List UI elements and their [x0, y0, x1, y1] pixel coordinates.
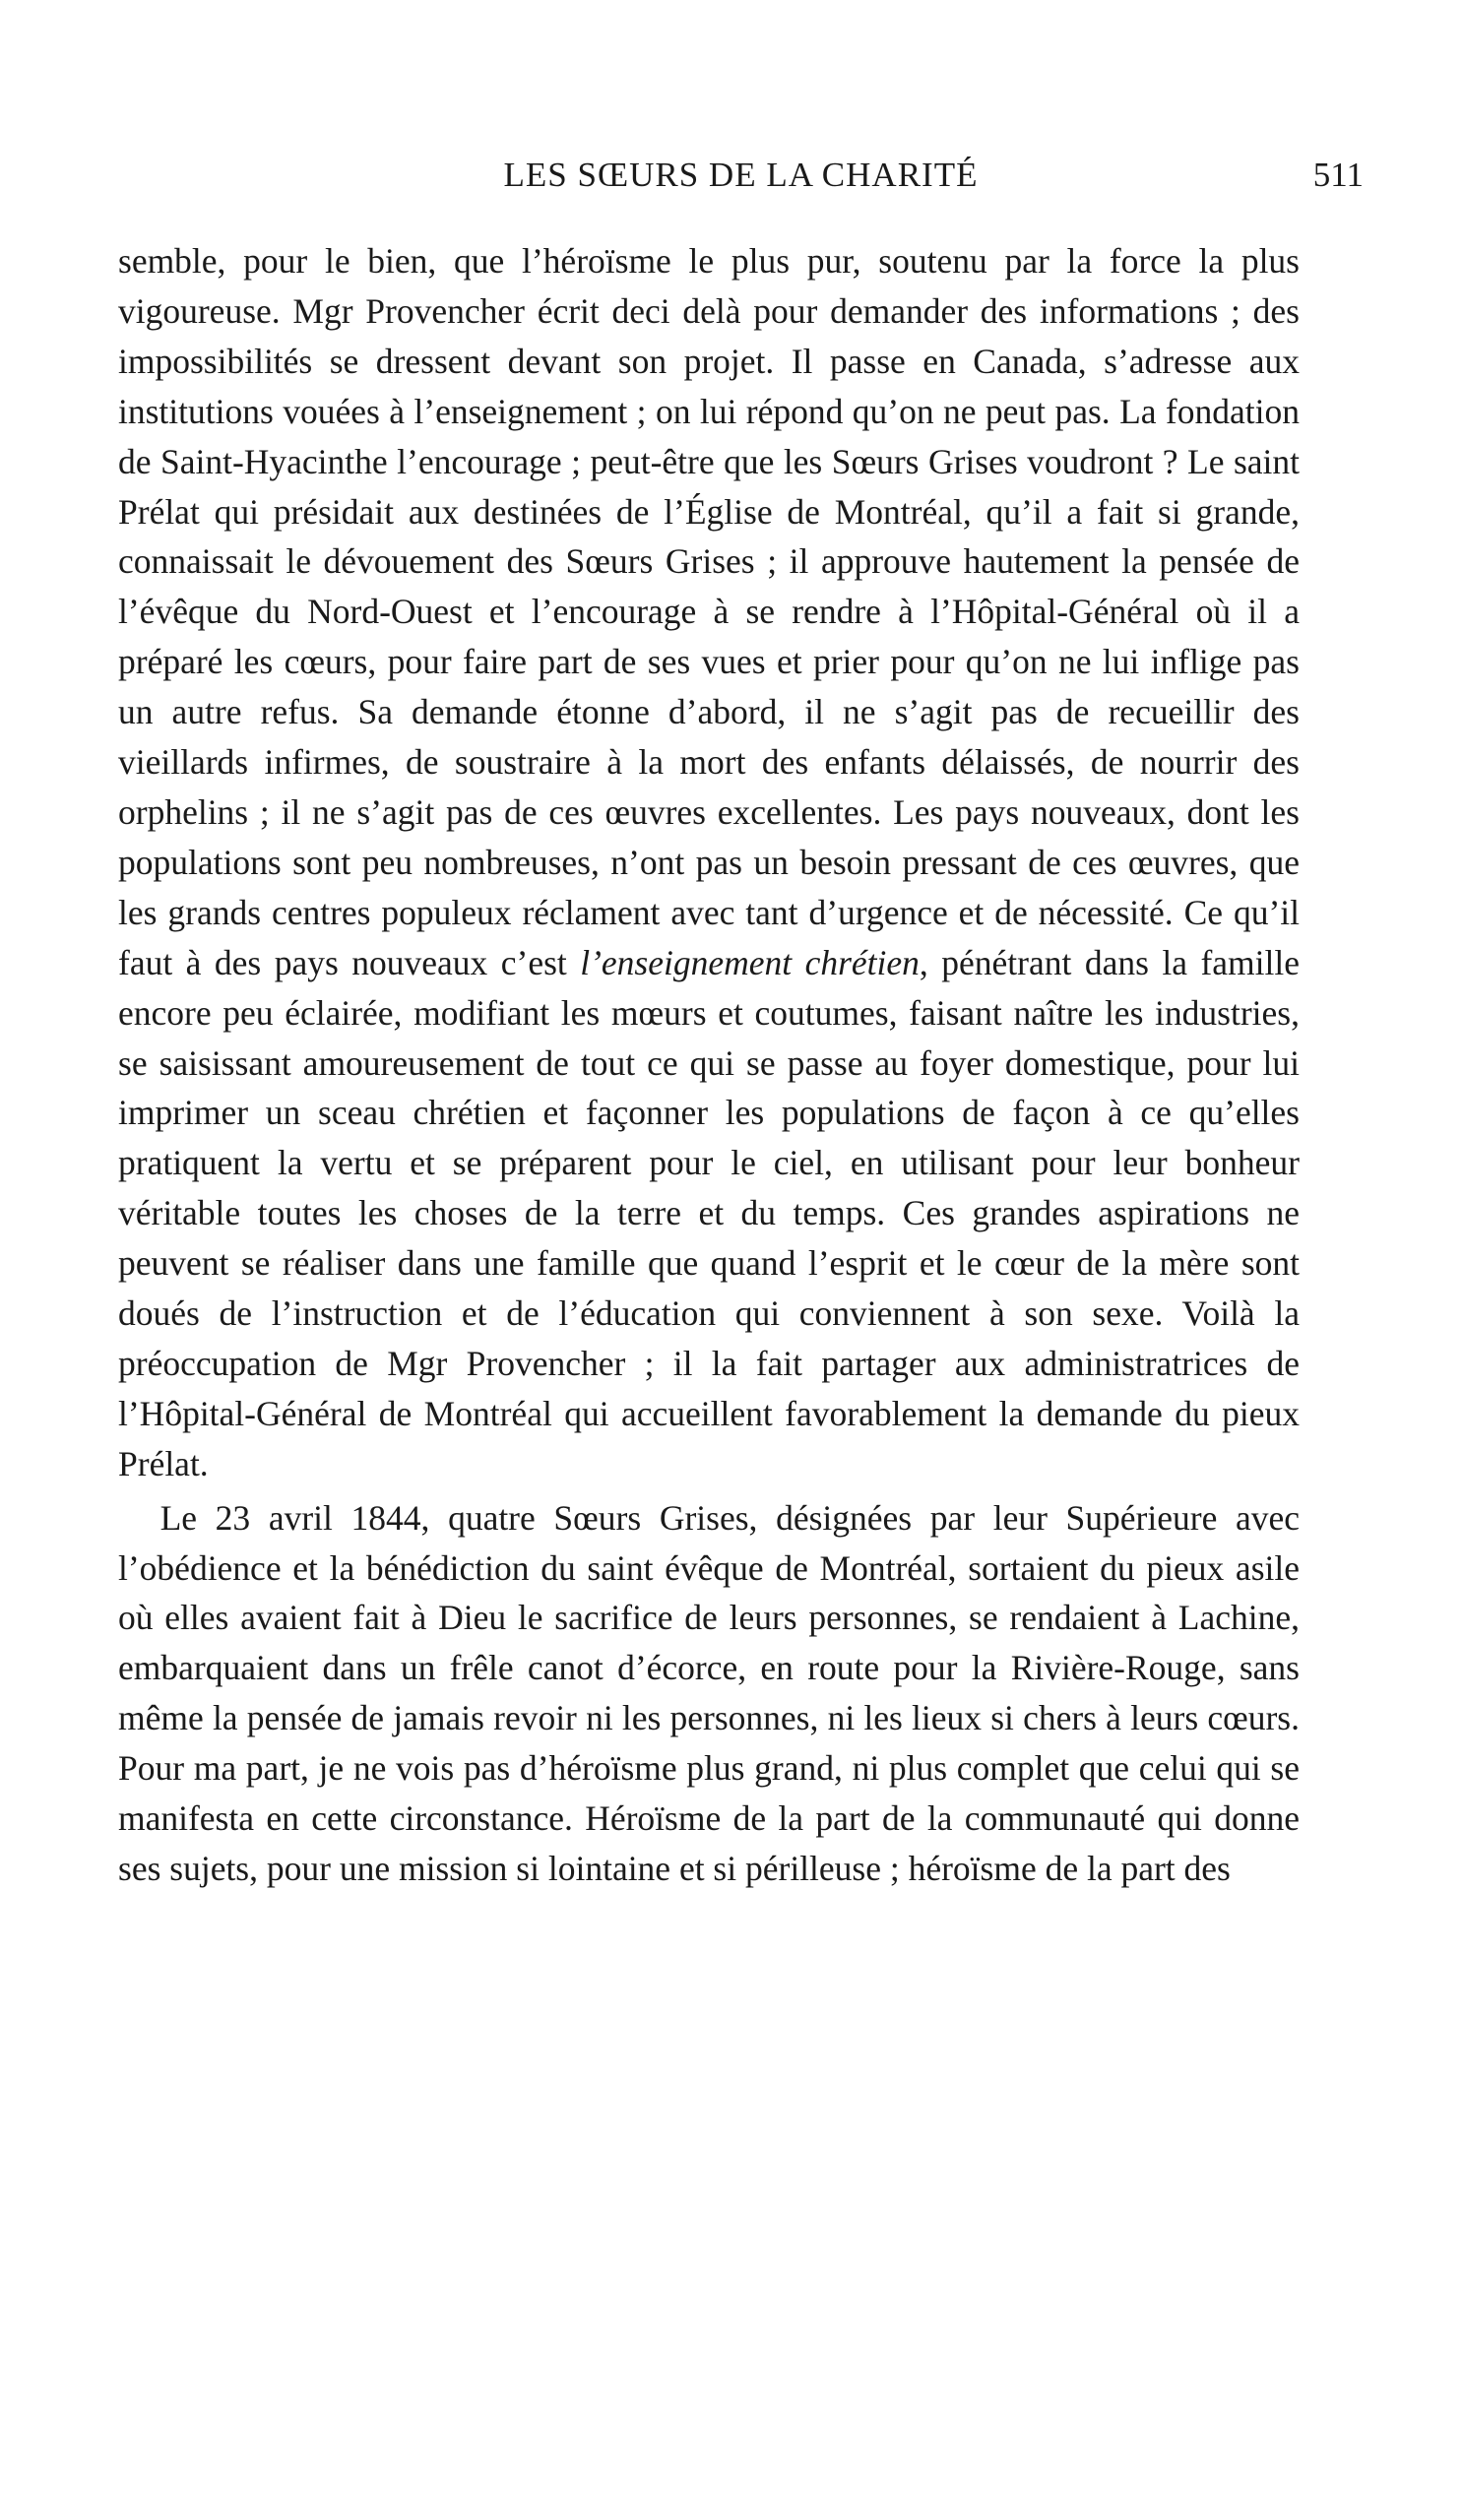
running-title: LES SŒURS DE LA CHARITÉ: [503, 156, 979, 194]
paragraph-1-italic-phrase: l’enseignement chrétien: [580, 942, 920, 982]
paragraph-1-text-a: semble, pour le bien, que l’héroïsme le plus pur, soutenu par la force la plus vigoureuse. Mgr Provencher écrit deci delà pour demander des informations ; des impossibilités se dressent devant son projet. Il passe en Canada, s’adresse aux institutions vouées à l’enseignement ; on lui répond qu’on ne peut pas. La fondation de Saint-Hyacinthe l’encourage ; peut-être que les Sœurs Grises voudront ? Le saint Prélat qui présidait aux destinées de l’Église de Montréal, qu’il a fait si grande, connaissait le dévouement des Sœurs Grises ; il approuve hautement la pensée de l’évêque du Nord-Ouest et l’encourage à se rendre à l’Hôpital-Général où il a préparé les cœurs, pour faire part de ses vues et prier pour qu’on ne lui inflige pas un autre refus. Sa demande étonne d’abord, il ne s’agit pas de recueillir des vieillards infirmes, de soustraire à la mort des enfants délaissés, de nourrir des orphelins ; il ne s’agit pas de ces œuvres excellentes. Les pays nouveaux, dont les populations sont peu nombreuses, n’ont pas un besoin pressant de ces œuvres, que les grands centres populeux réclament avec tant d’urgence et de nécessité. Ce qu’il faut à des pays nouveaux c’est: [118, 241, 1300, 982]
paragraph-1: [118, 236, 1300, 1489]
page-number: 511: [1312, 156, 1364, 194]
running-head: [118, 156, 1364, 205]
paragraph-2: Le 23 avril 1844, quatre Sœurs Grises, désignées par leur Supérieure avec l’obédience et la bénédiction du saint évêque de Montréal, sortaient du pieux asile où elles avaient fait à Dieu le sacrifice de leurs personnes, se rendaient à Lachine, embarquaient dans un frêle canot d’écorce, en route pour la Rivière-Rouge, sans même la pensée de jamais revoir ni les personnes, ni les lieux si chers à leurs cœurs. Pour ma part, je ne vois pas d’héroïsme plus grand, ni plus complet que celui qui se manifesta en cette circonstance. Héroïsme de la part de la communauté qui donne ses sujets, pour une mission si lointaine et si périlleuse ; héroïsme de la part des: [118, 1497, 1300, 1888]
body-text: [118, 236, 1300, 1894]
paragraph-1-text-b: , pénétrant dans la famille encore peu éclairée, modifiant les mœurs et coutumes, faisant naître les industries, se saisissant amoureusement de tout ce qui se passe au foyer domestique, pour lui imprimer un sceau chrétien et façonner les populations de façon à ce qu’elles pratiquent la vertu et se préparent pour le ciel, en utilisant pour leur bonheur véritable toutes les choses de la terre et du temps. Ces grandes aspirations ne peuvent se réaliser dans une famille que quand l’esprit et le cœur de la mère sont doués de l’instruction et de l’éducation qui conviennent à son sexe. Voilà la préoccupation de Mgr Provencher ; il la fait partager aux administratrices de l’Hôpital-Général de Montréal qui accueillent favorablement la demande du pieux Prélat.: [118, 942, 1301, 1483]
